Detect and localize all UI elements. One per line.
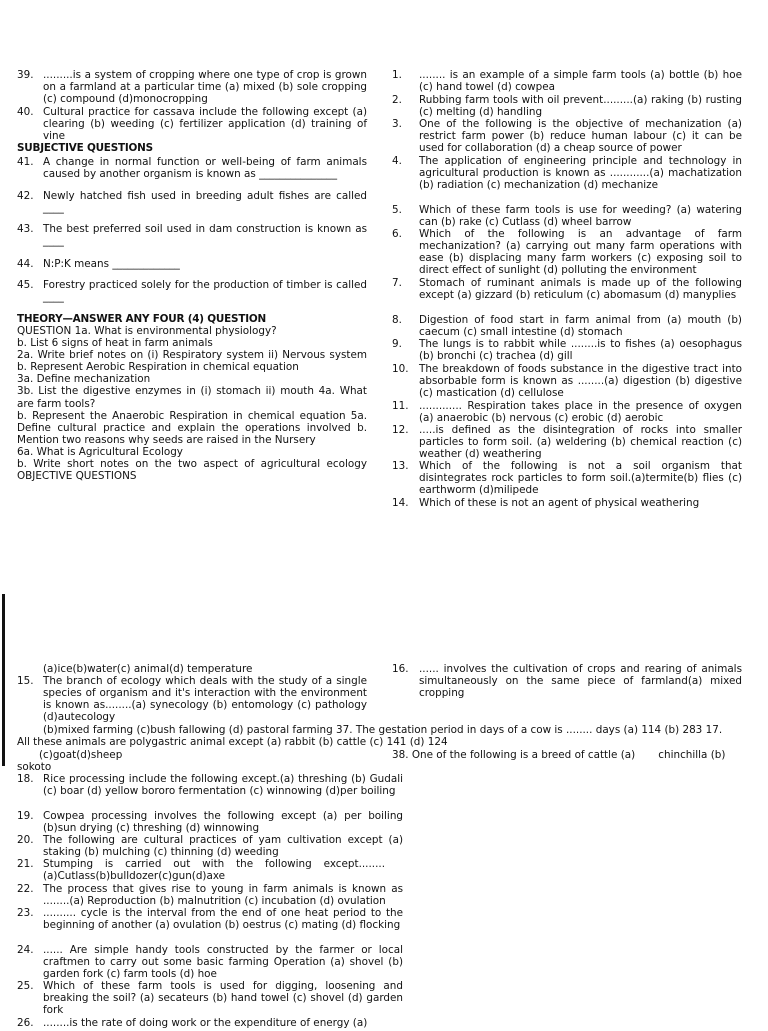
question-number: 3. xyxy=(392,118,402,130)
question-text: .......... cycle is the interval from the end of one heat period to the beginning of another (a) ovulation (b) oestrus (c) mating (d) flocking xyxy=(43,907,403,932)
question-text: The best preferred soil used in dam construction is known as ____ xyxy=(43,223,367,248)
question-22 xyxy=(17,883,403,909)
question-number: 21. xyxy=(17,858,34,870)
question-41 xyxy=(17,156,367,182)
subjective-heading: SUBJECTIVE QUESTIONS xyxy=(17,142,153,154)
question-text: The process that gives rise to young in farm animals is known as ........(a) Reproduction (b) malnutrition (c) incubation (d) ovulation xyxy=(43,883,403,908)
question-text: A change in normal function or well-being of farm animals caused by another organism is known as _______________ xyxy=(43,156,367,181)
question-23 xyxy=(17,907,403,945)
question-number: 9. xyxy=(392,338,402,350)
question-44 xyxy=(17,258,367,272)
question-number: 18. xyxy=(17,773,34,785)
question-text: Newly hatched fish used in breeding adult fishes are called ____ xyxy=(43,190,367,215)
question-number: 20. xyxy=(17,834,34,846)
question-21 xyxy=(17,858,403,884)
question-14 xyxy=(392,497,742,523)
question-6 xyxy=(392,228,742,278)
question-43 xyxy=(17,223,367,249)
question-3 xyxy=(392,118,742,156)
question-2 xyxy=(392,94,742,120)
question-text: The breakdown of foods substance in the digestive tract into absorbable form is known as ........(a) digestion (b) digestive (c) mastication (d) cellulose xyxy=(419,363,742,400)
question-number: 45. xyxy=(17,279,34,291)
question-number: 23. xyxy=(17,907,34,919)
question-number: 22. xyxy=(17,883,34,895)
question-number: 43. xyxy=(17,223,34,235)
goat-sheep-line: (c)goat(d)sheep xyxy=(39,749,123,761)
question-number: 4. xyxy=(392,155,402,167)
question-text: Forestry practiced solely for the production of timber is called ____ xyxy=(43,279,367,304)
question-text: .....is defined as the disintegration of rocks into smaller particles to form soil. (a) weldering (b) chemical reaction (c) weather (d) weathering xyxy=(419,424,742,461)
question-text: Digestion of food start in farm animal from (a) mouth (b) caecum (c) small intestine (d) stomach xyxy=(419,314,742,339)
question-number: 42. xyxy=(17,190,34,202)
question-text: The following are cultural practices of yam cultivation except (a) staking (b) mulching (c) thinning (d) weeding xyxy=(43,834,403,859)
question-number: 14. xyxy=(392,497,409,509)
question-number: 26. xyxy=(17,1017,34,1029)
question-13 xyxy=(392,460,742,498)
question-number: 10. xyxy=(392,363,409,375)
question-number: 13. xyxy=(392,460,409,472)
question-18 xyxy=(17,773,403,811)
question-11 xyxy=(392,400,742,426)
theory-heading: THEORY—ANSWER ANY FOUR (4) QUESTION xyxy=(17,313,267,325)
question-4 xyxy=(392,155,742,205)
question-40 xyxy=(17,106,367,143)
question-25 xyxy=(17,980,403,1018)
question-1 xyxy=(392,69,742,95)
question-number: 6. xyxy=(392,228,402,240)
question-text: Which of the following is an advantage of farm mechanization? (a) carrying out many farm operations with ease (b) displacing many farm workers (c) exposing soil to direct effect of sunlight (d) polluting the environment xyxy=(419,228,742,277)
question-text: One of the following is the objective of mechanization (a) restrict farm power (b) reduce human labour (c) it can be used for collaboration (d) a cheap source of power xyxy=(419,118,742,155)
question-number: 12. xyxy=(392,424,409,436)
question-9 xyxy=(392,338,742,364)
polygastric-line: All these animals are polygastric animal except (a) rabbit (b) cattle (c) 141 (d) 124 xyxy=(17,736,448,748)
question-number: 1. xyxy=(392,69,402,81)
question-text: Rice processing include the following except.(a) threshing (b) Gudali (c) boar (d) yellow bororo fermentation (c) winnowing (d)per boiling xyxy=(43,773,403,798)
question-38-line: 38. One of the following is a breed of cattle (a) chinchilla (b) xyxy=(392,749,726,761)
question-text: Which of these farm tools is used for digging, loosening and breaking the soil? (a) secateurs (b) hand towel (c) shovel (d) garden fork xyxy=(43,980,403,1017)
question-text: ........is the rate of doing work or the expenditure of energy (a) xyxy=(43,1017,368,1029)
question-text: ...... involves the cultivation of crops and rearing of animals simultaneously on the same piece of farmland(a) mixed cropping xyxy=(419,663,742,700)
question-number: 41. xyxy=(17,156,34,168)
question-text: ........ is an example of a simple farm tools (a) bottle (b) hoe (c) hand towel (d) cowpea xyxy=(419,69,742,94)
question-text: Stumping is carried out with the following except........(a)Cutlass(b)bulldozer(c)gun(d)axe xyxy=(43,858,385,883)
question-number: 24. xyxy=(17,944,34,956)
question-text: N:P:K means _____________ xyxy=(43,258,180,270)
question-text: Stomach of ruminant animals is made up of the following except (a) gizzard (b) reticulum (c) abomasum (d) manyplies xyxy=(419,277,742,302)
question-45 xyxy=(17,279,367,305)
question-number: 11. xyxy=(392,400,409,412)
question-number: 15. xyxy=(17,675,34,687)
question-number: 44. xyxy=(17,258,34,270)
question-number: 8. xyxy=(392,314,402,326)
question-text: ............. Respiration takes place in the presence of oxygen (a) anaerobic (b) nervous (c) erobic (d) aerobic xyxy=(419,400,742,425)
mixed-farming-line: (b)mixed farming (c)bush fallowing (d) pastoral farming 37. The gestation period in days of a cow is ........ days (a) 114 (b) 283 17. xyxy=(43,724,723,736)
question-text: Which of these farm tools is use for weeding? (a) watering can (b) rake (c) Cutlass (d) wheel barrow xyxy=(419,204,742,229)
question-text: Which of these is not an agent of physical weathering xyxy=(419,497,700,509)
question-15 xyxy=(17,675,367,725)
question-7 xyxy=(392,277,742,315)
question-text: .........is a system of cropping where one type of crop is grown on a farmland at a particular time (a) mixed (b) sole cropping (c) compound (d)monocropping xyxy=(43,69,367,106)
question-text: Cowpea processing involves the following except (a) per boiling (b)sun drying (c) threshing (d) winnowing xyxy=(43,810,403,835)
question-number: 25. xyxy=(17,980,34,992)
question-number: 39. xyxy=(17,69,34,81)
question-10 xyxy=(392,363,742,401)
margin-bar xyxy=(2,594,5,766)
question-39 xyxy=(17,69,367,106)
question-number: 19. xyxy=(17,810,34,822)
question-19 xyxy=(17,810,403,836)
question-number: 7. xyxy=(392,277,402,289)
options-fragment: (a)ice(b)water(c) animal(d) temperature xyxy=(43,663,253,675)
question-text: Rubbing farm tools with oil prevent.........(a) raking (b) rusting (c) melting (d) handling xyxy=(419,94,742,119)
question-text: The application of engineering principle and technology in agricultural production is known as ............(a) machatization (b) radiation (c) mechanization (d) mechanize xyxy=(419,155,742,192)
question-8 xyxy=(392,314,742,340)
question-text: The lungs is to rabbit while ........is to fishes (a) oesophagus (b) bronchi (c) trachea (d) gill xyxy=(419,338,742,363)
question-20 xyxy=(17,834,403,860)
question-text: The branch of ecology which deals with the study of a single species of organism and it's interaction with the environment is known as........(a) synecology (b) entomology (c) pathology (d)autecology xyxy=(43,675,367,724)
sokoto-line: sokoto xyxy=(17,761,52,773)
question-12 xyxy=(392,424,742,462)
question-16 xyxy=(392,663,742,701)
question-42 xyxy=(17,190,367,216)
question-5 xyxy=(392,204,742,230)
question-26 xyxy=(17,1017,403,1031)
question-number: 16. xyxy=(392,663,409,675)
question-number: 40. xyxy=(17,106,34,118)
question-number: 2. xyxy=(392,94,402,106)
question-24 xyxy=(17,944,403,982)
theory-questions: QUESTION 1a. What is environmental physiology? b. List 6 signs of heat in farm animals 2a. Write brief notes on (i) Respiratory system ii) Nervous system b. Represent Aerobic Respiration in chemical equation 3a. Define mechanization 3b. List the digestive enzymes in (i) stomach ii) mouth 4a. What are farm tools? b. Represent the Anaerobic Respiration in chemical equation 5a. Define cultural practice and explain the operations involved b. Mention two reasons why seeds are raised in the Nursery 6a. What is Agricultural Ecology b. Write short notes on the two aspect of agricultural ecology OBJECTIVE QUESTIONS xyxy=(17,325,367,483)
question-text: Which of the following is not a soil organism that disintegrates rock particles to form soil.(a)termite(b) flies (c) earthworm (d)milipede xyxy=(419,460,742,497)
question-text: ...... Are simple handy tools constructed by the farmer or local craftmen to carry out some basic farming Operation (a) shovel (b) garden fork (c) farm tools (d) hoe xyxy=(43,944,403,981)
question-number: 5. xyxy=(392,204,402,216)
question-text: Cultural practice for cassava include the following except (a) clearing (b) weeding (c) fertilizer application (d) training of vine xyxy=(43,106,367,143)
